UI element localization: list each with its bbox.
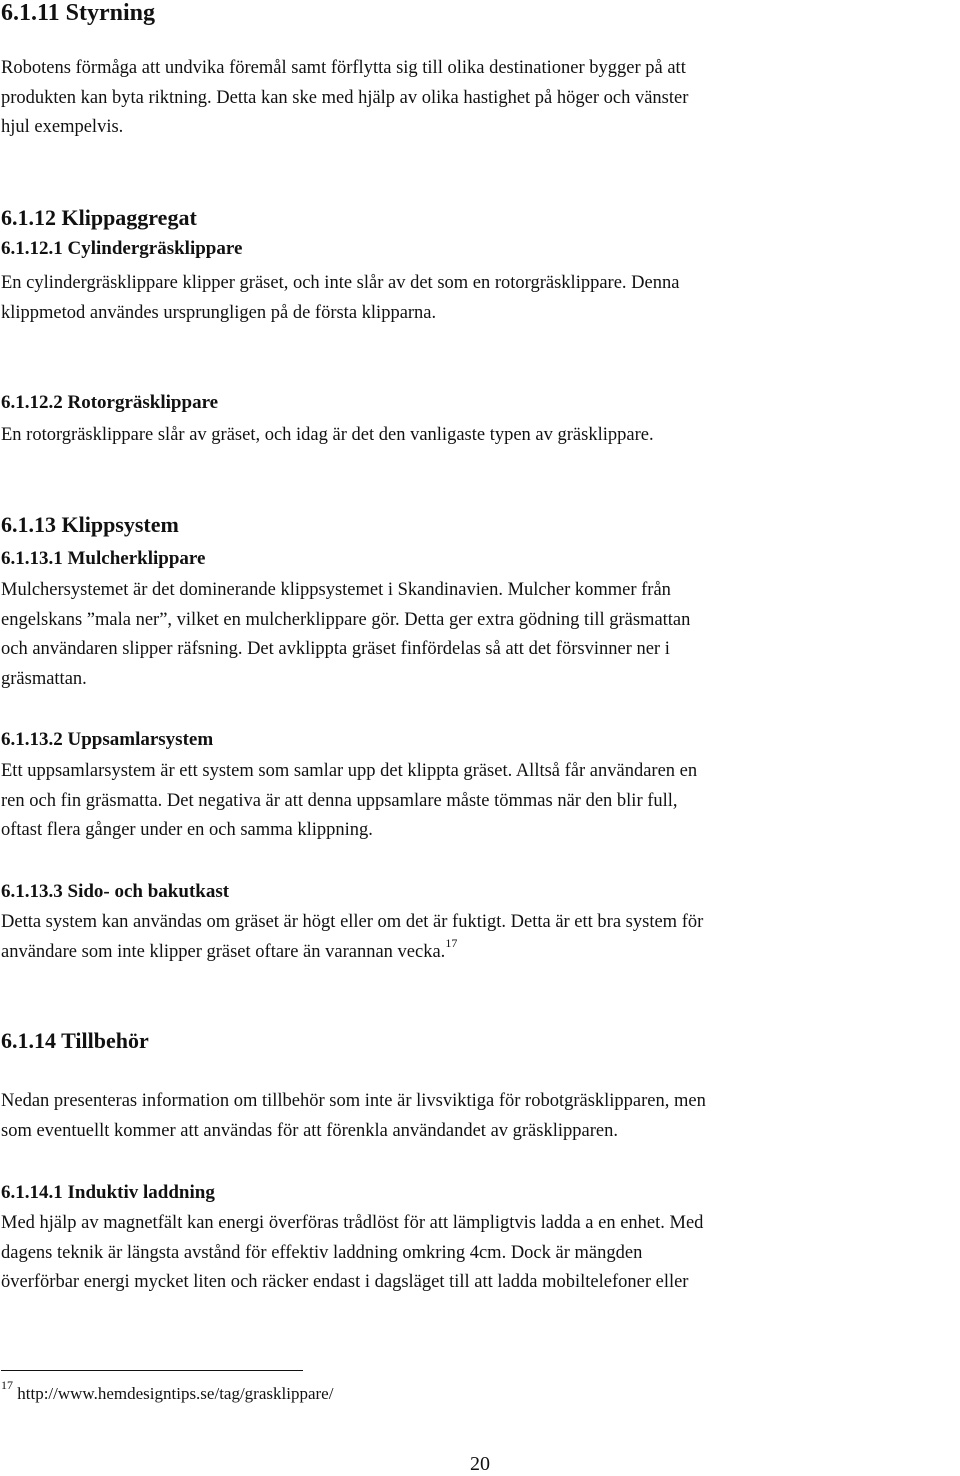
text-line: En rotorgräsklippare slår av gräset, och idag är det den vanligaste typen av gräsklippare.	[1, 425, 654, 445]
paragraph-mulcherklippare	[1, 576, 956, 694]
text-line	[1, 938, 956, 968]
text-line: produkten kan byta riktning. Detta kan ske med hjälp av olika hastighet på höger och vänster	[1, 87, 689, 108]
text-line: engelskans ”mala ner”, vilket en mulcherklippare gör. Detta ger extra gödning till gräsmattan	[1, 609, 691, 630]
paragraph-rotorgrasklippare	[1, 421, 956, 451]
text-line: Nedan presenteras information om tillbehör som inte är livsviktiga för robotgräsklipparen, men	[1, 1091, 706, 1111]
heading-tillbehor: 6.1.14 Tillbehör	[1, 1028, 149, 1053]
heading-uppsamlarsystem: 6.1.13.2 Uppsamlarsystem	[1, 729, 214, 750]
heading-styrning: 6.1.11 Styrning	[1, 0, 156, 26]
text-line: oftast flera gånger under en och samma klippning.	[1, 820, 373, 840]
footnote-separator	[1, 1370, 303, 1371]
text-line: Robotens förmåga att undvika föremål samt förflytta sig till olika destinationer bygger på att	[1, 58, 686, 78]
heading-rotorgrasklippare: 6.1.12.2 Rotorgräsklippare	[1, 392, 219, 413]
paragraph-sido-och-bakutkast	[1, 908, 956, 967]
text-line: hjul exempelvis.	[1, 117, 124, 137]
text-line: Ett uppsamlarsystem är ett system som samlar upp det klippta gräset. Alltså får användaren en	[1, 761, 698, 781]
footnote-number: 17	[1, 1378, 13, 1393]
footnote-link[interactable]: http://www.hemdesigntips.se/tag/grasklippare/	[17, 1384, 334, 1403]
text-line: som eventuellt kommer att användas för att förenkla användandet av gräsklipparen.	[1, 1120, 618, 1141]
heading-sido-och-bakutkast: 6.1.13.3 Sido- och bakutkast	[1, 881, 230, 902]
text-line: överförbar energi mycket liten och räcker endast i dagsläget till att ladda mobiltelefoner eller	[1, 1272, 689, 1292]
paragraph-tillbehor	[1, 1087, 956, 1146]
footnote-reference[interactable]: 17	[445, 936, 458, 951]
page-number: 20	[470, 1453, 490, 1475]
paragraph-styrning	[1, 54, 956, 143]
heading-klippsystem: 6.1.13 Klippsystem	[1, 512, 179, 537]
paragraph-cylindergrasklippare	[1, 269, 956, 328]
text-line: dagens teknik är längsta avstånd för effektiv laddning omkring 4cm. Dock är mängden	[1, 1242, 643, 1263]
heading-induktiv-laddning: 6.1.14.1 Induktiv laddning	[1, 1182, 215, 1203]
paragraph-induktiv-laddning	[1, 1209, 956, 1298]
text-line: ren och fin gräsmatta. Det negativa är att denna uppsamlare måste tömmas när den blir full,	[1, 790, 678, 811]
text-line: gräsmattan.	[1, 668, 87, 689]
text-line: En cylindergräsklippare klipper gräset, och inte slår av det som en rotorgräsklippare. Denna	[1, 273, 680, 293]
text-line-content: användare som inte klipper gräset oftare än varannan vecka.	[1, 941, 446, 962]
heading-mulcherklippare: 6.1.13.1 Mulcherklippare	[1, 548, 206, 569]
paragraph-uppsamlarsystem	[1, 757, 956, 846]
heading-klippaggregat: 6.1.12 Klippaggregat	[1, 205, 197, 230]
text-line: Mulchersystemet är det dominerande klippsystemet i Skandinavien. Mulcher kommer från	[1, 580, 671, 600]
text-line: och användaren slipper räfsning. Det avklippta gräset finfördelas så att det försvinner ner i	[1, 639, 670, 659]
footnote	[1, 1378, 334, 1405]
heading-cylindergrasklippare: 6.1.12.1 Cylindergräsklippare	[1, 238, 243, 259]
text-line: Med hjälp av magnetfält kan energi överföras trådlöst för att lämpligtvis ladda a en enhet. Med	[1, 1213, 704, 1233]
text-line: klippmetod användes ursprungligen på de första klipparna.	[1, 302, 437, 323]
text-line: Detta system kan användas om gräset är högt eller om det är fuktigt. Detta är ett bra system för	[1, 912, 704, 932]
